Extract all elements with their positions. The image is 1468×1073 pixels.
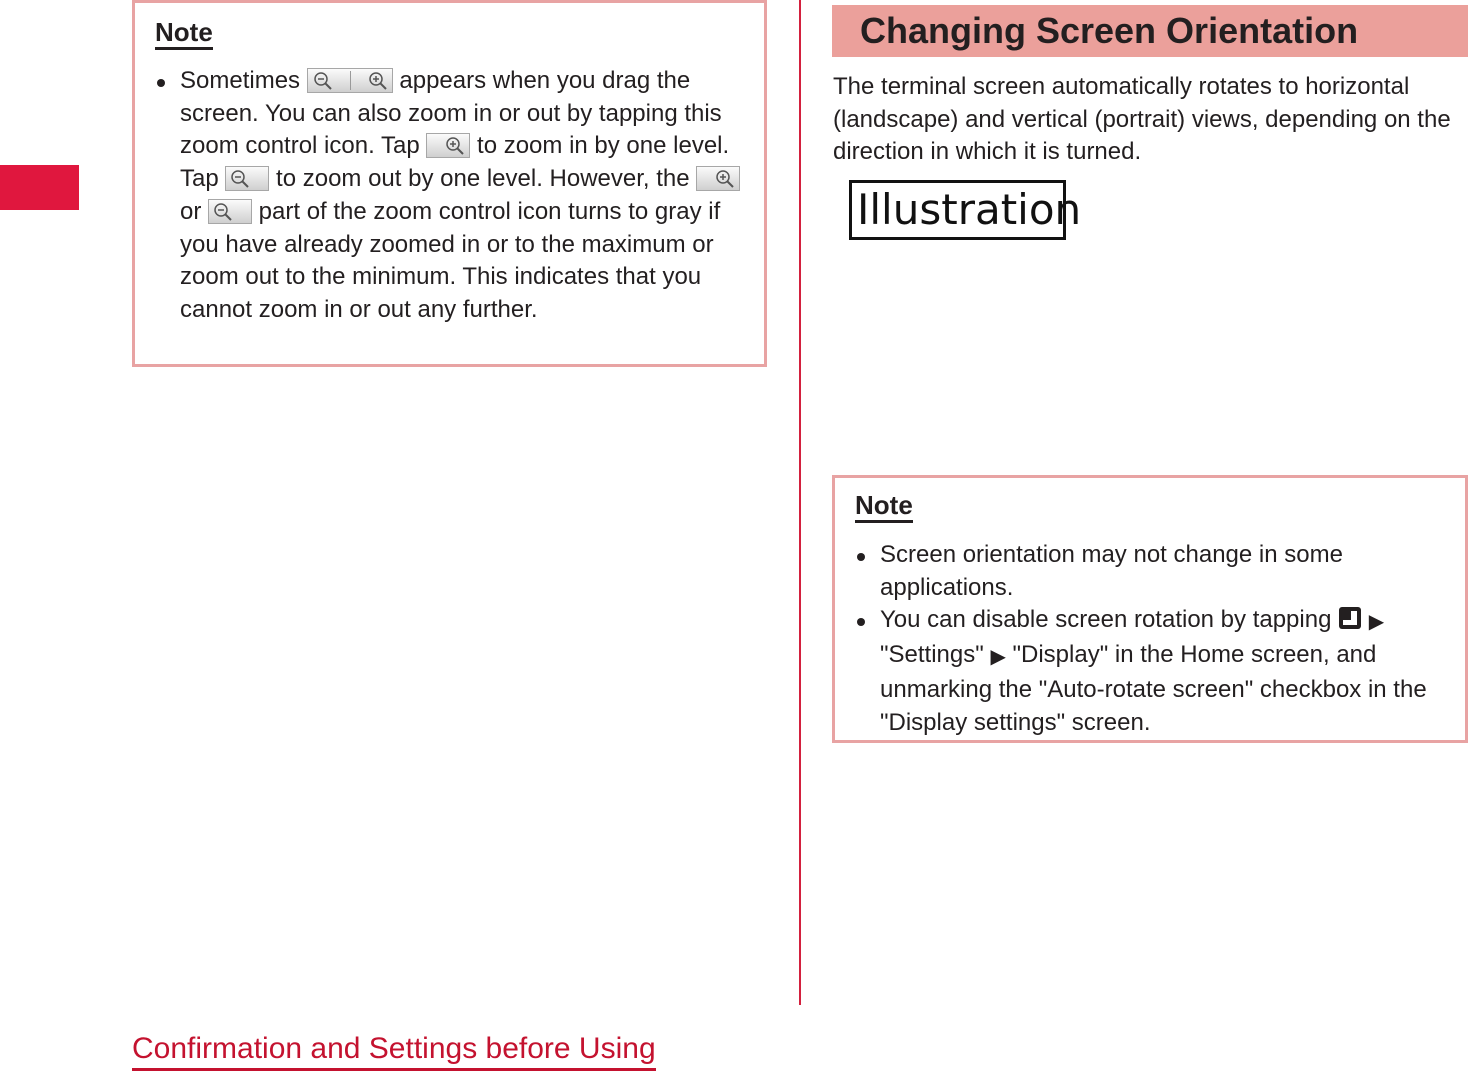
bullet-text: to zoom in by one level. Tap [180, 132, 730, 193]
chapter-footer-link[interactable]: Confirmation and Settings before Using [132, 1030, 656, 1071]
bullet-dot [857, 553, 865, 561]
zoom-in-icon [696, 166, 740, 191]
zoom-in-icon [426, 133, 470, 158]
bullet-text: or [180, 197, 209, 225]
section-intro: The terminal screen automatically rotates to horizontal (landscape) and vertical (portrait) views, depending on the direction in which it is turned. [833, 73, 1451, 166]
note-title: Note [855, 490, 913, 523]
section-heading: Changing Screen Orientation [832, 5, 1468, 57]
bullet-text: appears when you drag the screen. You can also zoom in or out by tapping this zoom control icon. Tap [180, 67, 722, 160]
bullet-dot [857, 618, 865, 626]
bullet-text: part of the zoom control icon turns to gray if you have already zoomed in or to the maximum or zoom out to the minimum. This indicates that you cannot zoom in or out any further. [180, 197, 721, 323]
note-bullet-list [853, 539, 1453, 739]
bullet-text: You can disable screen rotation by tapping [880, 606, 1339, 634]
arrow-right-icon: ▶ [990, 646, 1006, 669]
bullet-text: "Display" in the Home screen, and unmarking the "Auto-rotate screen" checkbox in the "Display settings" screen. [880, 641, 1427, 736]
bullet-text: Sometimes [180, 67, 307, 94]
note-box-orientation [832, 475, 1468, 743]
chapter-tab-marker [0, 165, 79, 210]
bullet-dot [157, 79, 165, 87]
list-item [853, 604, 1453, 739]
list-item [153, 65, 753, 327]
zoom-out-icon [208, 199, 252, 224]
menu-key-icon [1338, 606, 1362, 630]
illustration-placeholder: Illustration [849, 180, 1066, 240]
note-title: Note [155, 17, 213, 50]
bullet-text: "Settings" [880, 641, 991, 669]
zoom-out-icon [225, 166, 269, 191]
note-bullet-list [153, 65, 753, 327]
note-box-zoom [132, 0, 767, 367]
zoom-control-icon [307, 68, 393, 93]
bullet-text: Screen orientation may not change in some applications. [880, 541, 1343, 601]
list-item [853, 539, 1453, 604]
column-divider [799, 0, 801, 1005]
arrow-right-icon: ▶ [1368, 611, 1385, 634]
bullet-text: to zoom out by one level. However, the [269, 165, 697, 193]
